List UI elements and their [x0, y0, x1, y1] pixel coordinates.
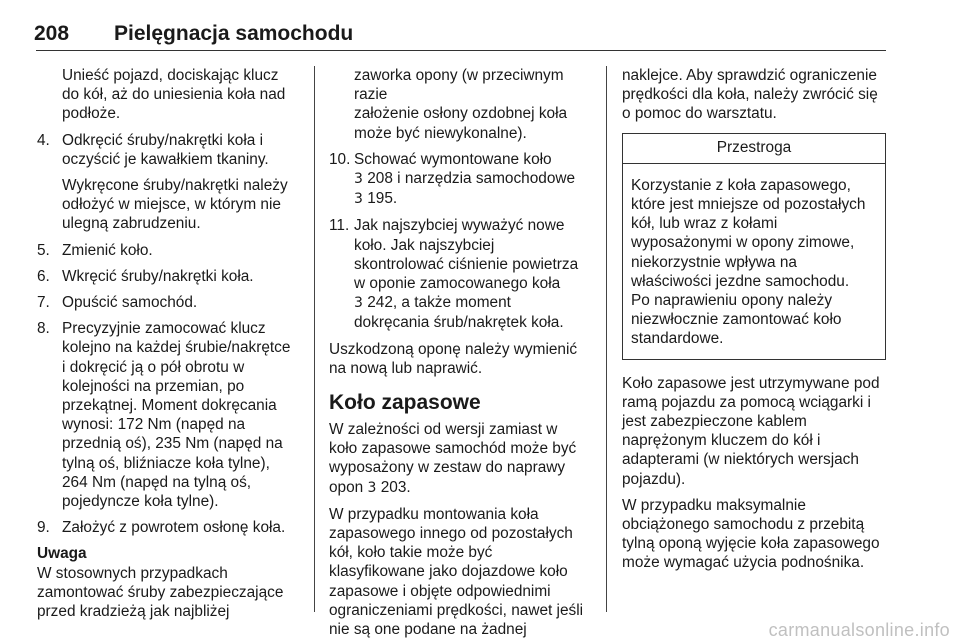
step-4-note: Wykręcone śruby/nakrętki należy odłożyć w miejsce, w którym nie ulegną zabrudzeniu. — [62, 177, 288, 233]
step-number: 5. — [37, 241, 50, 259]
jack-paragraph: W przypadku maksymalnie obciążonego samochodu z przebitą tylną oponą wyjęcie koła zapasowego może wymagać użycia podnośnika. — [622, 496, 880, 572]
step-number: 9. — [37, 519, 50, 537]
page-reference-icon: 3 — [367, 479, 377, 496]
column-divider-1 — [314, 66, 315, 612]
step3-continuation: Unieść pojazd, dociskając klucz do kół, aż do uniesienia koła nad podłoże. — [62, 67, 286, 123]
section-title-spare-wheel: Koło zapasowe — [329, 391, 481, 415]
note-heading: Uwaga — [37, 545, 87, 563]
warning-text: Korzystanie z koła zapasowego, które jest mniejsze od pozostałych kół, lub wraz z kołami wyposażonymi w opony zimowe, niekorzystnie wpływa na właściwości jezdne samochodu. Po naprawieniu opony należy niezwłocznie zamontować koło standardowe. — [631, 176, 866, 348]
step-number: 10. — [329, 150, 351, 168]
step-4: 4. Odkręcić śruby/nakrętki koła i oczyścić je kawałkiem tkaniny. — [37, 131, 269, 168]
step-8: 8. Precyzyjnie zamocować klucz kolejno na każdej śrubie/nakrętce i dokręcić ją o pół obrotu w kolejności na przemian, po przekątnej. Moment dokręcania wynosi: 172 Nm (napęd na przednią oś), 235 Nm (napęd na tylną oś, bliźniacze koła tylne), 264 Nm (napęd na tylną oś, pojedyncze koła tylne). — [37, 320, 291, 511]
step-6: 6. Wkręcić śruby/nakrętki koła. — [37, 267, 254, 285]
page-reference-icon: 3 — [354, 171, 363, 188]
step-number: 7. — [37, 294, 50, 312]
column-2 — [329, 66, 593, 639]
step-number: 11. — [329, 217, 350, 235]
spare-wheel-intro: W zależności od wersji zamiast w koło zapasowe samochód może być wyposażony w zestaw do naprawy opon 3 203. — [329, 421, 577, 496]
step-number: 8. — [37, 320, 50, 338]
step-11: 11. Jak najszybciej wyważyć nowe koło. Jak najszybciej skontrolować ciśnienie powietrza w oponie zamocowanego koła 3 242, a także moment dokręcania śrub/nakrętek koła. — [329, 217, 579, 332]
column-3 — [622, 66, 886, 573]
page-reference-icon: 3 — [354, 295, 363, 312]
warning-box — [622, 133, 886, 360]
column-divider-2 — [606, 66, 607, 612]
page-title: Pielęgnacja samochodu — [114, 22, 354, 45]
step-number: 4. — [37, 131, 50, 149]
step-number: 6. — [37, 267, 50, 285]
page-reference-icon: 3 — [354, 191, 363, 208]
step-9: 9. Założyć z powrotem osłonę koła. — [37, 519, 286, 537]
spare-wheel-paragraph: W przypadku montowania koła zapasowego innego od pozostałych kół, koło takie może być klasyfikowane jako dojazdowe koło zapasowe i objęte odpowiednimi ograniczeniami prędkości, nawet jeśli nie są one podane na żadnej — [329, 505, 584, 639]
note-continuation: zaworka opony (w przeciwnym razie założenie osłony ozdobnej koła może być niewykonalne). — [354, 67, 568, 142]
speed-limit-continuation: naklejce. Aby sprawdzić ograniczenie prędkości dla koła, należy zwrócić się o pomoc do warsztatu. — [622, 67, 878, 123]
damaged-tyre-text: Uszkodzoną oponę należy wymienić na nową lub naprawić. — [329, 340, 578, 377]
header-rule — [36, 50, 886, 51]
step-5: 5. Zmienić koło. — [37, 241, 153, 259]
step-7: 7. Opuścić samochód. — [37, 294, 198, 312]
page-header — [0, 0, 960, 56]
spare-wheel-mounting-paragraph: Koło zapasowe jest utrzymywane pod ramą pojazdu za pomocą wciągarki i jest zabezpieczone kablem naprężonym kluczem do kół i adapterami (w niektórych wersjach pojazdu). — [622, 374, 880, 488]
warning-title: Przestroga — [716, 138, 792, 156]
watermark: carmanualsonline.info — [768, 620, 950, 640]
column-1 — [37, 66, 301, 621]
page-number: 208 — [34, 22, 70, 45]
step-10: 10. Schować wymontowane koło 3 208 i narzędzia samochodowe 3 195. — [329, 150, 576, 208]
note-text: W stosownych przypadkach zamontować śruby zabezpieczające przed kradzieżą jak najbliżej — [37, 564, 284, 621]
